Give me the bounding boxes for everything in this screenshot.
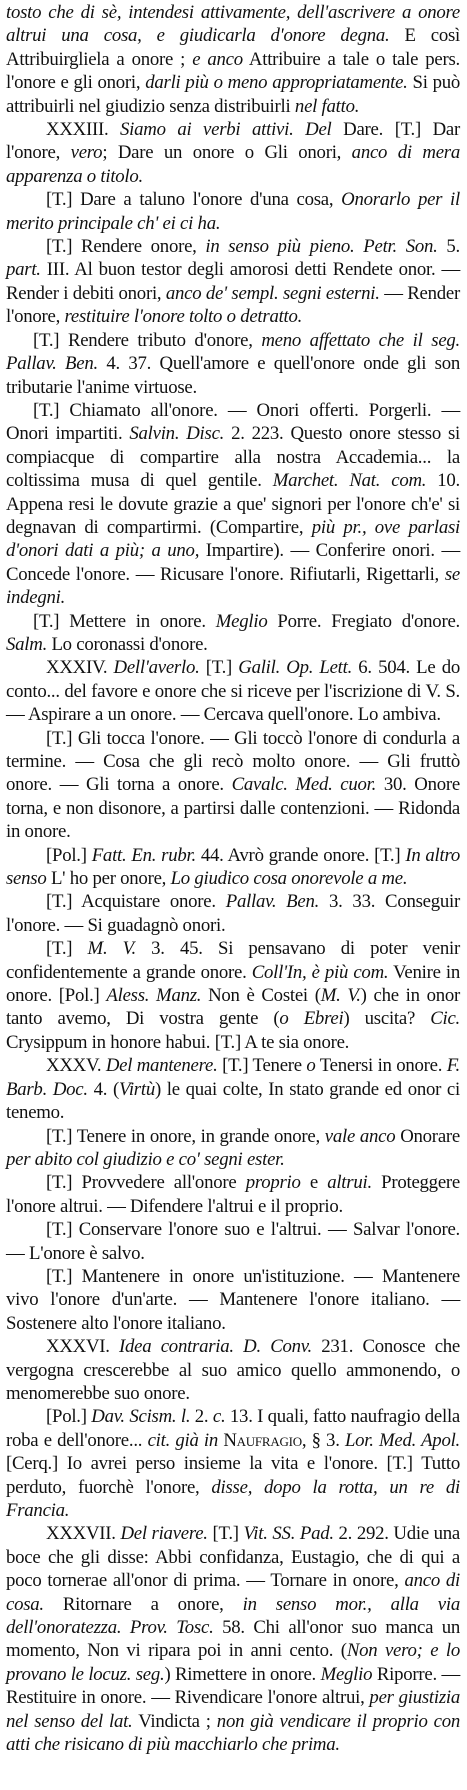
- dictionary-paragraph: [6, 235, 460, 329]
- body-text: Dare. [T.] Dar l'onore,: [6, 119, 460, 164]
- italic-text: anco di mera apparenza o titolo.: [6, 142, 460, 187]
- italic-text: nel fatto.: [294, 95, 360, 117]
- body-text: [T.] Chiamato all'onore. — Onori offerti. Porgerli. — Onori impartiti.: [6, 399, 460, 445]
- body-text: XXXIV.: [46, 657, 114, 679]
- body-text: XXXVII.: [46, 1523, 121, 1545]
- body-text: , § 3.: [301, 1429, 345, 1451]
- body-text: III. Al buon testor degli amorosi detti Rendete onor. — Render i debiti onori,: [6, 259, 460, 304]
- body-text: [T.] Tenere: [217, 1055, 307, 1077]
- italic-text: Salm.: [6, 633, 48, 655]
- dictionary-paragraph: [6, 844, 460, 891]
- body-text: Venire in onore. [Pol.]: [6, 961, 460, 1007]
- body-text: [T.] Tenere in onore, in grande onore,: [46, 1125, 325, 1147]
- italic-text: Del mantenere.: [105, 1055, 218, 1077]
- body-text: [T.]: [207, 1523, 244, 1545]
- italic-text: Lo giudico cosa onorevole a me.: [170, 868, 408, 890]
- body-text: Attribuire a tale o tale pers. l'onore e gli onori,: [6, 48, 460, 94]
- body-text: 5.: [437, 236, 461, 258]
- italic-text: Coll'In, è più com.: [251, 961, 389, 983]
- italic-text: anco di cosa.: [6, 1570, 461, 1615]
- body-text: Lo coronassi d'onore.: [47, 633, 208, 655]
- body-text: E così Attribuirgliela a onore ;: [6, 25, 460, 70]
- dictionary-paragraph: [6, 610, 460, 657]
- body-text: [T.]: [199, 657, 239, 679]
- dictionary-paragraph: [6, 1522, 460, 1756]
- italic-text: più pr., ove parlasi d'onori dati a più; a uno,: [6, 516, 460, 562]
- italic-text: se indegni.: [6, 563, 460, 609]
- small-caps-text: Naufragio: [218, 1429, 302, 1451]
- italic-text: o Ebrei: [279, 1008, 344, 1030]
- italic-text: per giustizia nel senso del lat.: [6, 1687, 460, 1732]
- italic-text: Dell'averlo.: [113, 657, 200, 679]
- italic-text: darli più o meno appropriatamente.: [145, 72, 408, 94]
- italic-text: cit. già in: [147, 1429, 219, 1451]
- body-text: [T.] Conservare l'onore suo e l'altrui. — Salvar l'onore. — L'onore è salvo.: [6, 1219, 460, 1264]
- body-text: XXXIII.: [46, 119, 121, 141]
- italic-text: Cavalc. Med. cuor.: [231, 774, 377, 796]
- italic-text: Idea contraria. D. Conv.: [119, 1336, 312, 1358]
- italic-text: F. Barb. Doc.: [6, 1055, 460, 1100]
- dictionary-paragraph: [6, 399, 460, 610]
- body-text: Impartire). — Conferire onori. — Concede l'onore. — Ricusare l'onore. Rifiutarli, Rigettarli,: [6, 540, 460, 585]
- italic-text: part.: [6, 259, 41, 281]
- italic-text: c.: [212, 1406, 226, 1428]
- body-text: Non è Costei (: [201, 985, 321, 1007]
- body-text: 2. 292. Udie una boce che gli disse: Abbi confidanza, Eustagio, che di qui a poco tornerae all'onor di prima. — Tornare in onore,: [6, 1523, 461, 1592]
- italic-text: in senso più pieno. Petr. Son.: [205, 236, 438, 258]
- italic-text: meno affettato che il seg. Pallav. Ben.: [6, 329, 460, 375]
- dictionary-paragraph: [6, 1405, 460, 1522]
- italic-text: Pallav. Ben.: [225, 891, 320, 913]
- italic-text: Vit. SS. Pad.: [243, 1523, 334, 1545]
- body-text: 44. Avrò grande onore. [T.]: [195, 844, 406, 866]
- dictionary-paragraph: [6, 937, 460, 1054]
- body-text: 3. 33. Conseguir l'onore. — Si guadagnò onori.: [6, 891, 461, 936]
- body-text: Ritornare a onore,: [43, 1593, 243, 1615]
- italic-text: Non vero; e lo provano le locuz. seg.: [6, 1640, 460, 1685]
- italic-text: Lor. Med. Apol.: [344, 1429, 461, 1451]
- body-text: ) uscita?: [343, 1008, 431, 1030]
- body-text: 4. (: [87, 1078, 120, 1100]
- body-text: Riporre. — Restituire in onore. — Rivendicare l'onore altrui,: [6, 1663, 460, 1709]
- italic-text: Siamo ai verbi attivi. Del: [120, 119, 332, 141]
- body-text: [T.] Gli tocca l'onore. — Gli toccò l'onore di condurla a termine. — Cosa che gli recò molto onore. — Gli fruttò onore. — Gli torna a onore.: [6, 727, 460, 796]
- body-text: 6. 504. Le do conto... del favore e onore che si riceve per l'iscrizione di V. S. — Aspirare a un onore. — Cercava quell'onore. Lo ambiva.: [6, 657, 460, 726]
- italic-text: vale anco: [324, 1125, 396, 1147]
- body-text: XXXVI.: [46, 1336, 120, 1358]
- italic-text: M. V.: [320, 985, 361, 1007]
- body-text: [Pol.]: [46, 844, 92, 866]
- dictionary-paragraph: [6, 1171, 460, 1218]
- dictionary-paragraph: [6, 329, 460, 399]
- body-text: Tenersi in onore.: [315, 1055, 447, 1077]
- italic-text: Marchet. Nat. com.: [272, 470, 427, 492]
- body-text: Onorare: [395, 1125, 460, 1147]
- body-text: e: [300, 1172, 328, 1194]
- dictionary-paragraph: [6, 118, 460, 188]
- body-text: Si può attribuirli nel giudizio senza distribuirli: [6, 72, 461, 117]
- italic-text: M. V.: [87, 938, 136, 960]
- body-text: 13. I quali, fatto naufragio della roba e dell'onore...: [6, 1406, 461, 1451]
- body-text: 2. 223. Questo onore stesso si compiacque di compartire alla nostra Accademia... la coltissima musa di quel gentile.: [6, 423, 460, 492]
- body-text: L' ho per onore,: [46, 868, 171, 890]
- body-text: [T.] Rendere tributo d'onore,: [33, 329, 262, 351]
- body-text: 30. Onore torna, e non disonore, a partirsi dalle contenzioni. — Ridonda in onore.: [6, 774, 460, 843]
- body-text: Crysippum in honore habui. [T.] A te sia onore.: [6, 1031, 350, 1053]
- italic-text: in senso mor., alla via dell'onoratezza. Prov. Tosc.: [6, 1593, 461, 1639]
- italic-text: altrui.: [327, 1172, 372, 1194]
- body-text: ) Rimettere in onore.: [164, 1663, 321, 1685]
- body-text: Proteggere l'onore altrui. — Difendere l'altrui e il proprio.: [6, 1172, 460, 1217]
- body-text: ) che in onor tanto avemo, Di vostra gente (: [6, 985, 460, 1030]
- italic-text: tosto che di sè, intendesi attivamente, dell'ascrivere a onore altrui una cosa, e giudicarla d'onore degna.: [6, 2, 460, 47]
- dictionary-paragraph: [6, 188, 460, 235]
- dictionary-paragraph: [6, 656, 460, 726]
- italic-text: proprio: [245, 1172, 301, 1194]
- body-text: [T.] Mettere in onore.: [33, 610, 216, 632]
- italic-text: o: [306, 1055, 316, 1077]
- dictionary-paragraph: [6, 1, 460, 118]
- italic-text: disse, dopo la rotta, un re di Francia.: [6, 1476, 460, 1521]
- italic-text: Fatt. En. rubr.: [91, 844, 196, 866]
- body-text: [Pol.]: [46, 1406, 92, 1428]
- italic-text: Meglio: [320, 1663, 373, 1685]
- body-text: 10. Appena resi le dovute grazie a que' signori per l'onore ch'e' si degnavan di compartirmi. (Compartire,: [6, 470, 460, 538]
- body-text: Vindicta ;: [132, 1710, 217, 1732]
- dictionary-paragraph: [6, 1265, 460, 1335]
- italic-text: restituire l'onore tolto o detratto.: [64, 306, 303, 328]
- dictionary-paragraph: [6, 1054, 460, 1124]
- italic-text: Onorarlo per il merito principale ch' ei ci ha.: [6, 189, 460, 234]
- italic-text: Virtù: [119, 1078, 155, 1100]
- italic-text: Cic.: [430, 1008, 460, 1030]
- body-text: [T.] Acquistare onore.: [46, 891, 226, 913]
- dictionary-paragraph: [6, 1335, 460, 1405]
- italic-text: Aless. Manz.: [106, 985, 202, 1007]
- italic-text: Meglio: [215, 610, 268, 632]
- body-text: [T.] Dare a taluno l'onore d'una cosa,: [46, 189, 342, 211]
- italic-text: Galil. Op. Lett.: [238, 657, 353, 679]
- body-text: 58. Chi all'onor suo manca un momento, Non vi ripara poi in anni cento. (: [6, 1617, 460, 1662]
- body-text: [T.] Rendere onore,: [46, 236, 206, 258]
- italic-text: vero: [70, 142, 103, 164]
- italic-text: anco de' sempl. segni esterni.: [165, 282, 380, 304]
- body-text: 4. 37. Quell'amore e quell'onore onde gli son tributarie l'anime virtuose.: [6, 353, 461, 398]
- body-text: [T.] Mantenere in onore un'istituzione. — Mantenere vivo l'onore d'un'arte. — Mantenere l'onore italiano. — Sostenere alto l'onore italiano.: [6, 1265, 460, 1334]
- body-text: 231. Conosce che vergogna crescerebbe al suo amico quello ammonendo, o menomerebbe suo onore.: [6, 1336, 461, 1404]
- italic-text: Dav. Scism. l.: [91, 1406, 191, 1428]
- italic-text: e anco: [192, 48, 243, 70]
- italic-text: In altro senso: [6, 844, 460, 890]
- italic-text: Del riavere.: [120, 1523, 208, 1545]
- dictionary-paragraph: [6, 727, 460, 844]
- italic-text: per abito col giudizio e co' segni ester.: [6, 1148, 285, 1170]
- dictionary-paragraph: [6, 1218, 460, 1265]
- body-text: [Cerq.] Io avrei perso insieme la vita e l'onore. [T.] Tutto perduto, fuorchè l'onore,: [6, 1453, 460, 1498]
- body-text: — Render l'onore,: [6, 282, 460, 328]
- italic-text: non già vendicare il proprio con atti che risicano di più macchiarlo che prima.: [6, 1710, 460, 1756]
- italic-text: Salvin. Disc.: [129, 423, 225, 445]
- body-text: ; Dare un onore o Gli onori,: [102, 142, 352, 164]
- body-text: ) le quai colte, In stato grande ed onor ci tenemo.: [6, 1078, 460, 1124]
- body-text: [T.] Provvedere all'onore: [46, 1172, 246, 1194]
- dictionary-paragraph: [6, 1125, 460, 1172]
- body-text: 2.: [190, 1406, 213, 1428]
- body-text: Porre. Fregiato d'onore.: [267, 610, 460, 632]
- body-text: 3. 45. Si pensavano di poter venir confidentemente a grande onore.: [6, 938, 461, 983]
- body-text: XXXV.: [46, 1055, 106, 1077]
- body-text: [T.]: [46, 938, 88, 960]
- dictionary-paragraph: [6, 890, 460, 937]
